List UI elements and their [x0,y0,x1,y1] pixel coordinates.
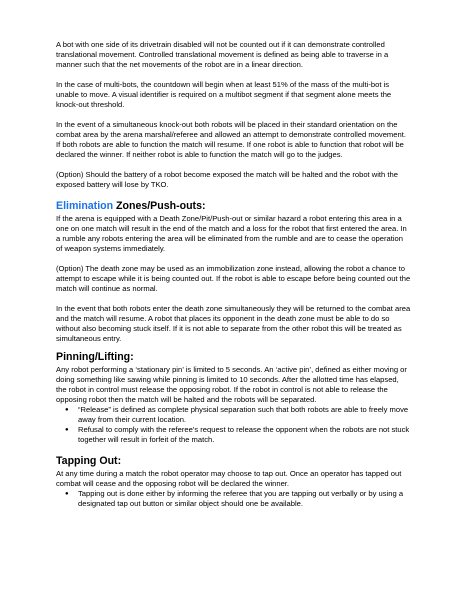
heading-tapping-out: Tapping Out: [56,455,122,467]
heading-pinning-lifting: Pinning/Lifting: [56,351,134,363]
paragraph-simultaneous-entry: In the event that both robots enter the death zone simultaneously they will be returned to the combat area and the match will resume. A robot that places its opponent in the death zone must be able to do so without also becoming stuck itself. If it is not able to separate from the other robot this will be treated as simultaneous entry. [56,304,411,343]
tapping-bullet-list [56,489,411,509]
paragraph-pin-limits: Any robot performing a ‘stationary pin’ is limited to 5 seconds. An ‘active pin’, defined as either moving or doing something like sawing while pinning is limited to 10 seconds. After the allotted time has elapsed, the robot in control must release the opposing robot. If the robot in control is not able to release the opposing robot then the match will be halted and the robots will be separated. [56,365,407,404]
list-item: ● Refusal to comply with the referee’s request to release the opponent when the robots are not stuck together will result in forfeit of the match. [78,425,411,445]
list-item: ● “Release” is defined as complete physical separation such that both robots are able to freely move away from their current location. [78,405,411,425]
pinning-bullet-list [56,405,411,445]
heading-elimination-accent: Elimination [56,200,114,212]
paragraph-battery-option: (Option) Should the battery of a robot become exposed the match will be halted and the robot with the exposed battery will lose by TKO. [56,170,398,189]
paragraph-immobilization-option: (Option) The death zone may be used as an immobilization zone instead, allowing the robot a chance to attempt to escape while it is being counted out. If the robot is able to escape before being counted out the match will continue as normal. [56,264,411,293]
list-item: ● Tapping out is done either by informing the referee that you are tapping out verbally or by using a designated tap out button or similar object should one be available. [78,489,411,509]
paragraph-tap-out: At any time during a match the robot operator may choose to tap out. Once an operator has tapped out combat will cease and the opposing robot will be declared the winner. [56,469,402,488]
paragraph-multibots: In the case of multi-bots, the countdown will begin when at least 51% of the mass of the multi-bot is unable to move. A visual identifier is required on a multibot segment if that segment alone meets the knock-out threshold. [56,80,392,109]
paragraph-drivetrain: A bot with one side of its drivetrain disabled will not be counted out if it can demonstrate controlled translational movement. Controlled translational movement is defined as being able to traverse in a manner such that the net movements of the robot are in a linear direction. [56,40,389,69]
heading-elimination-rest: Zones/Push-outs: [113,200,206,212]
paragraph-simultaneous-knockout: In the event of a simultaneous knock-out both robots will be placed in their standard orientation on the combat area by the arena marshal/referee and allowed an attempt to demonstrate controlled movement. If both robots are able to function the match will resume. If one robot is able to function that robot will be declared the winner. If neither robot is able to function the match will go to the judges. [56,120,406,159]
paragraph-death-zone: If the arena is equipped with a Death Zone/Pit/Push-out or similar hazard a robot entering this area in a one on one match will result in the end of the match and a loss for the robot that first entered the area. In a rumble any robots entering the area will be eliminated from the rumble and are to cease the operation of weapon systems immediately. [56,214,407,253]
heading-elimination-zones [56,200,411,213]
